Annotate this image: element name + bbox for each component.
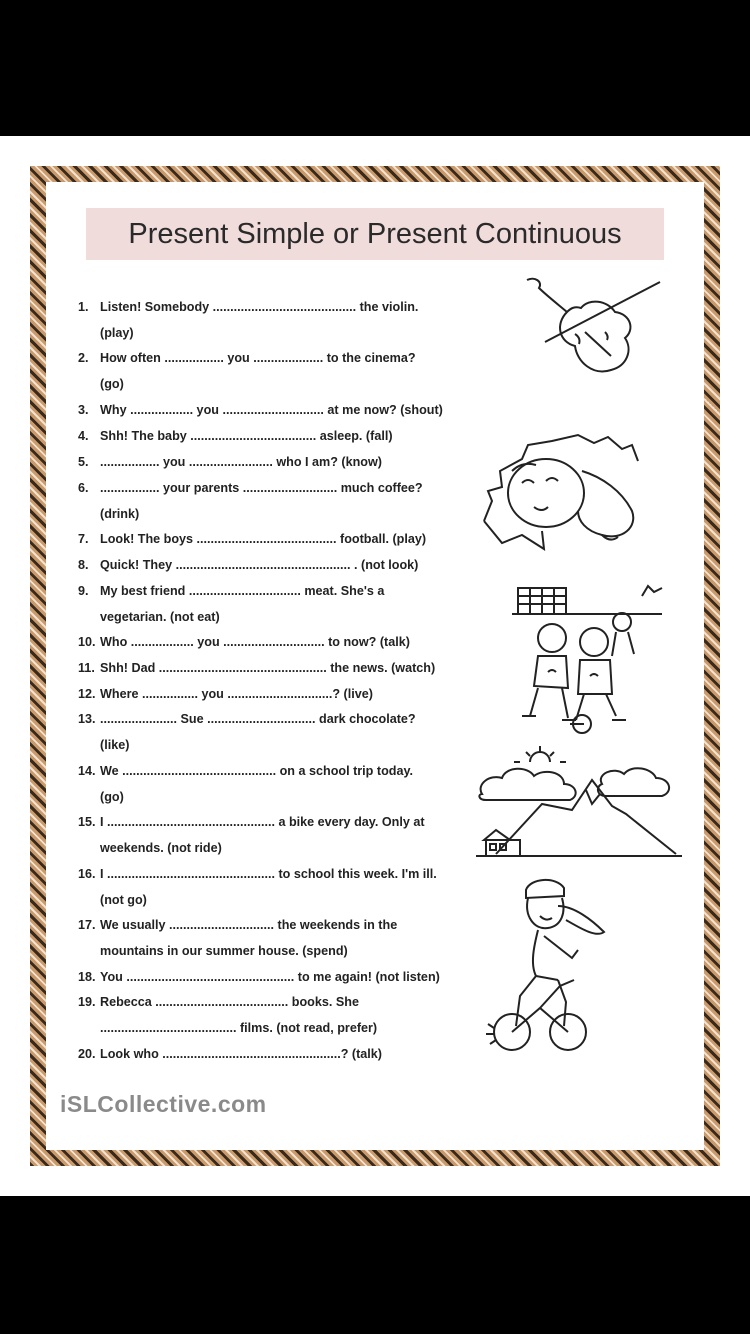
cyclist-illustration (484, 876, 624, 1056)
violin-illustration (515, 272, 665, 402)
question-item: 2. How often ................. you .................... to the cinema? (78, 351, 416, 365)
question-item: 12. Where ................ you ..............................? (live) (78, 687, 373, 701)
mountain-landscape-illustration (476, 744, 686, 862)
question-continuation: (go) (100, 377, 124, 391)
worksheet-page (0, 136, 750, 1196)
question-item: 6. ................. your parents ........................... much coffee? (78, 481, 423, 495)
question-item: 3. Why .................. you ............................. at me now? (shout) (78, 403, 443, 417)
question-item: 4. Shh! The baby .................................... asleep. (fall) (78, 429, 393, 443)
question-continuation: mountains in our summer house. (spend) (100, 944, 348, 958)
question-item: 5. ................. you ........................ who I am? (know) (78, 455, 382, 469)
question-item: 20. Look who ...................................................? (talk) (78, 1047, 382, 1061)
sleeping-baby-illustration (482, 431, 652, 561)
question-item: 9. My best friend ................................ meat. She's a (78, 584, 385, 598)
question-continuation: weekends. (not ride) (100, 841, 222, 855)
question-item: 17. We usually .............................. the weekends in the (78, 918, 398, 932)
question-continuation: ....................................... films. (not read, prefer) (100, 1021, 378, 1035)
question-item: 15. I ................................................ a bike every day. Only at (78, 815, 425, 829)
football-players-illustration (512, 576, 672, 736)
question-item: 10. Who .................. you ............................. to now? (talk) (78, 635, 410, 649)
question-continuation: (like) (100, 738, 130, 752)
question-item: 19. Rebecca ...................................... books. She (78, 995, 359, 1009)
question-item: 13. ...................... Sue ............................... dark chocolate? (78, 712, 416, 726)
question-continuation: (not go) (100, 893, 147, 907)
question-item: 18. You ................................................ to me again! (not listen) (78, 970, 440, 984)
title-banner (86, 208, 664, 260)
brand-watermark: iSLCollective.com (60, 1091, 267, 1117)
question-continuation: (go) (100, 790, 124, 804)
question-item: 1. Listen! Somebody ......................................... the violin. (78, 300, 419, 314)
question-item: 16. I ................................................ to school this week. I'm ill. (78, 867, 437, 881)
question-item: 7. Look! The boys ........................................ football. (play) (78, 532, 427, 546)
question-item: 8. Quick! They .................................................. . (not look) (78, 558, 419, 572)
question-continuation: (play) (100, 326, 134, 340)
question-item: 14. We ............................................ on a school trip today. (78, 764, 414, 778)
page-title: Present Simple or Present Continuous (128, 218, 622, 250)
question-continuation: vegetarian. (not eat) (100, 610, 220, 624)
question-item: 11. Shh! Dad ................................................ the news. (watch) (78, 661, 436, 675)
question-continuation: (drink) (100, 507, 140, 521)
